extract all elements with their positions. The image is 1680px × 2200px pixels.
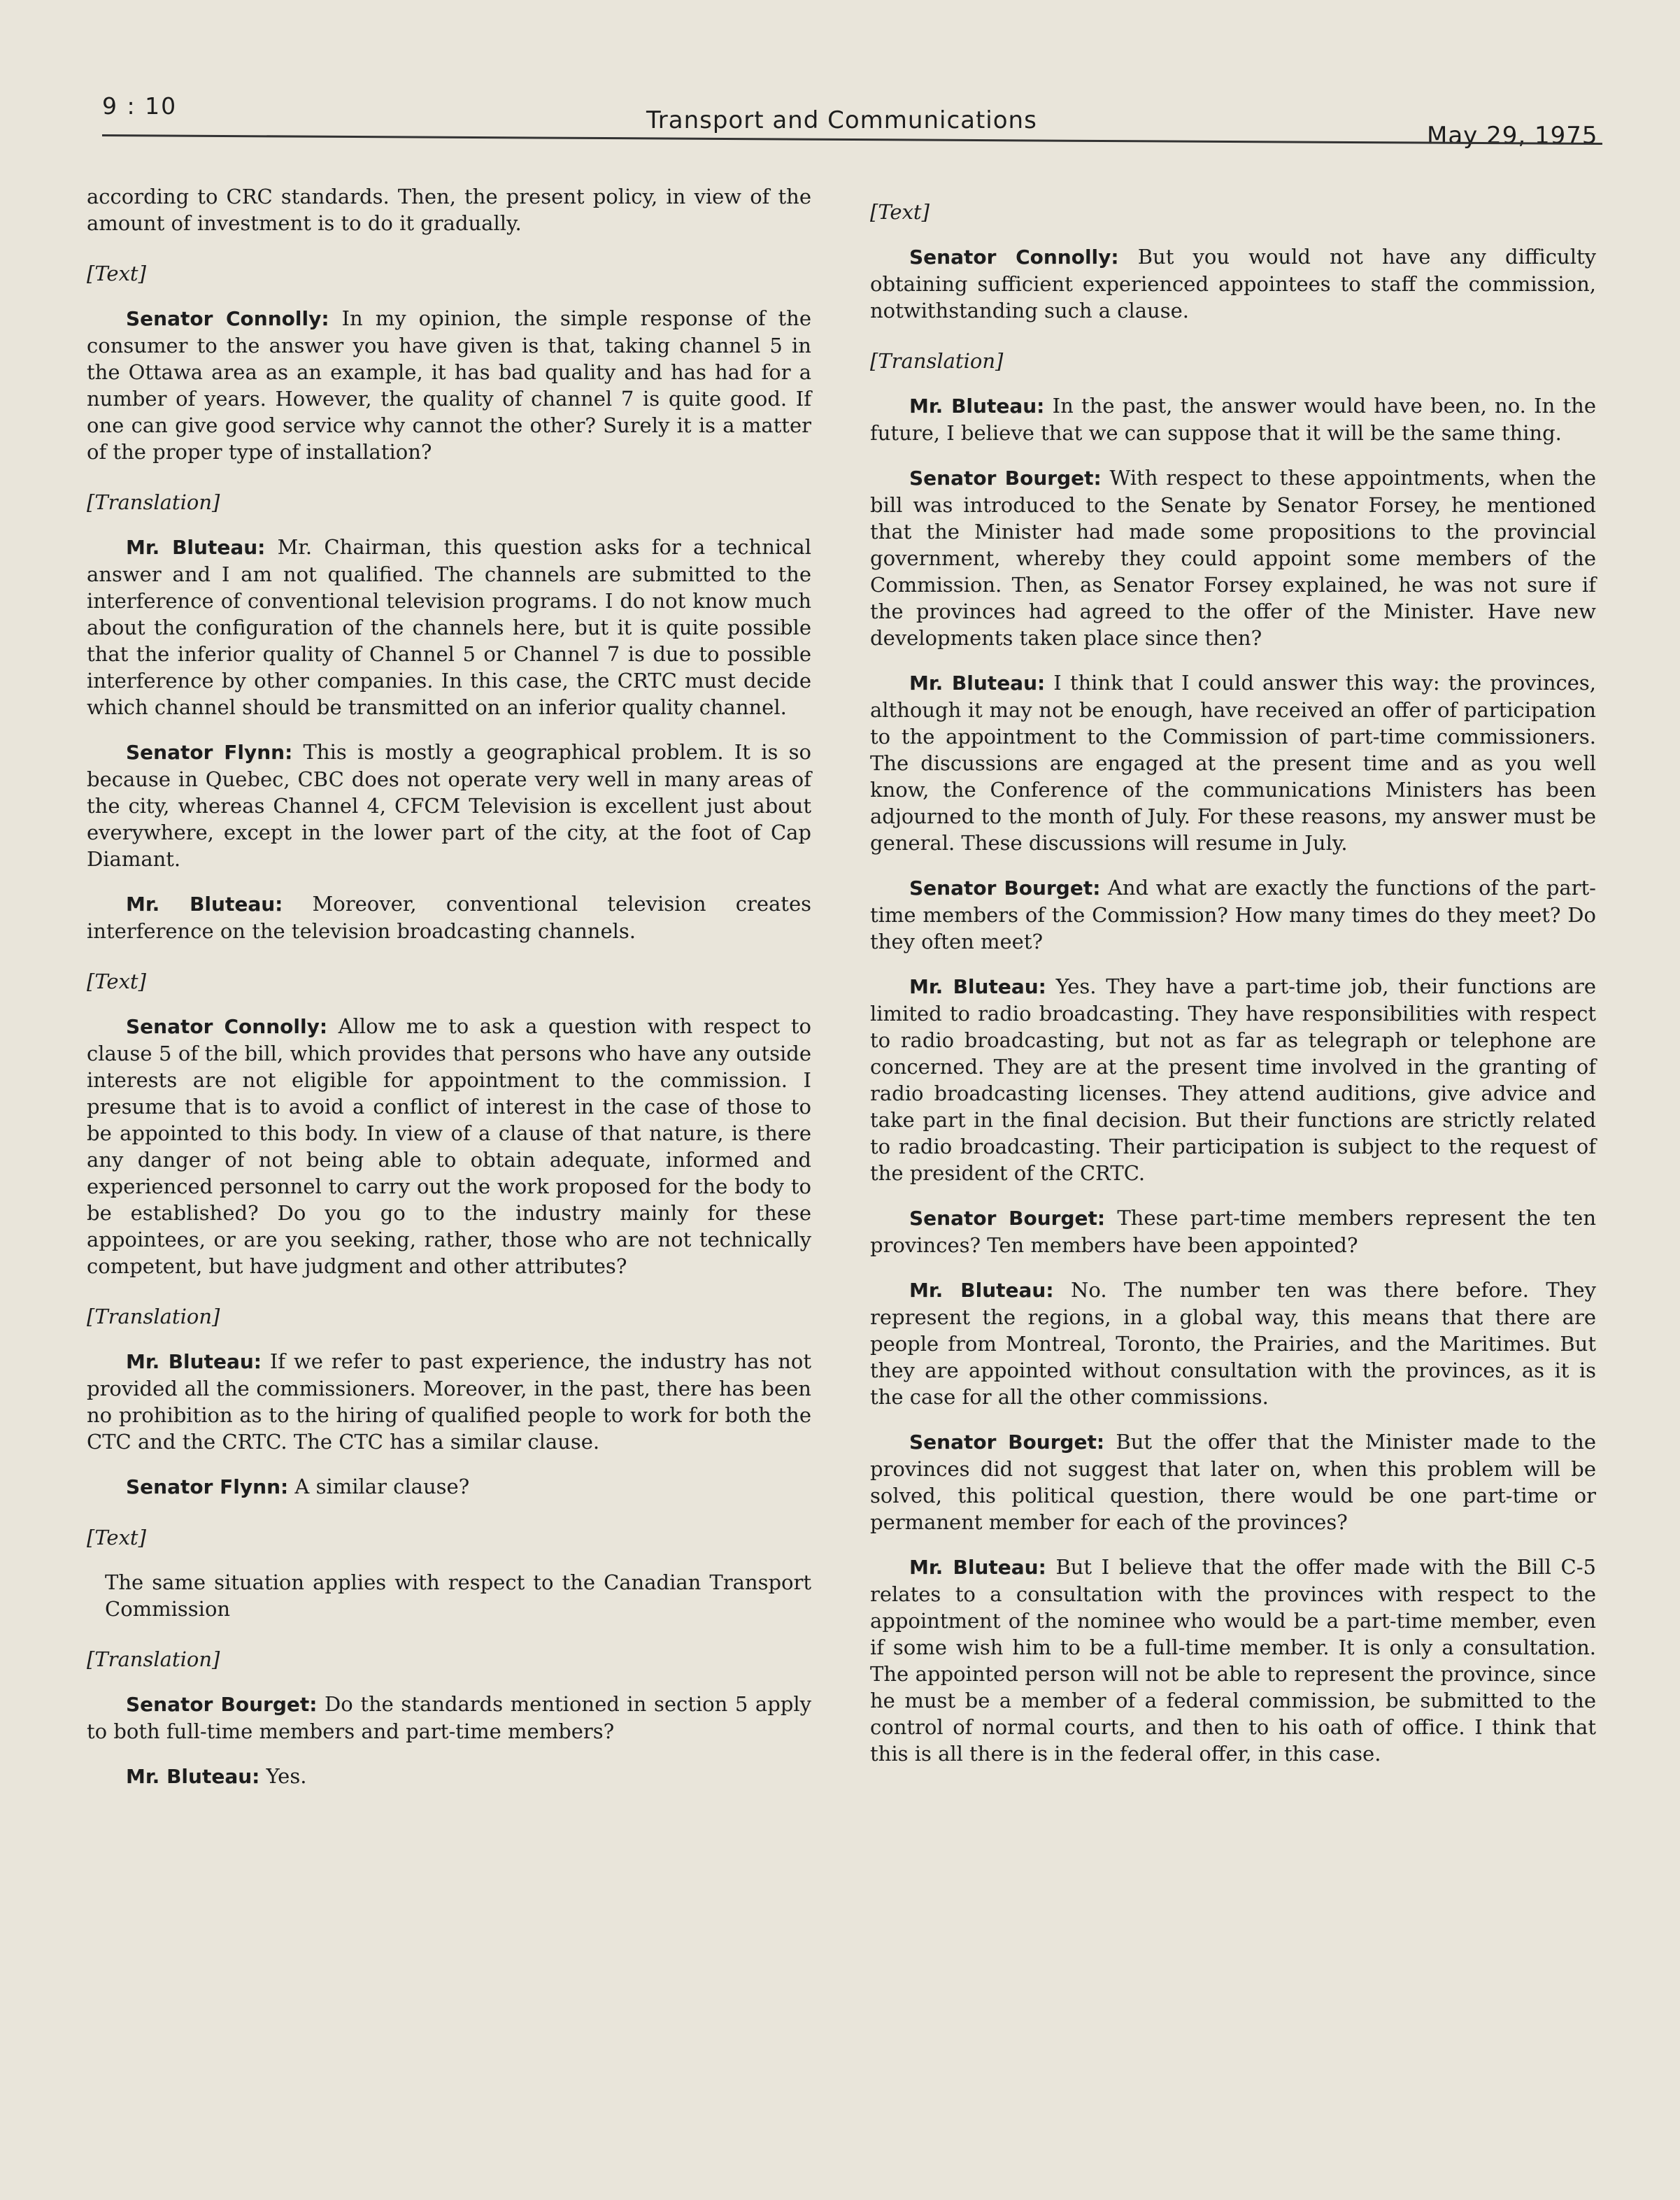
paragraph-gap: [870, 1258, 1596, 1277]
speech-paragraph: [870, 973, 1596, 1186]
speech-text: Yes. They have a part-time job, their functions are limited to radio broadcasting. They have responsibilities with respect to radio broadcasting, but not as far as telegraph or telephone are concerned. They are at the present time involved in the granting of radio broadcasting licenses. They attend auditions, give advice and take part in the final decision. But their functions are strictly related to radio broadcasting. Their participation is subject to the request of the president of the CRTC.: [870, 974, 1597, 1185]
speech-paragraph: [87, 739, 811, 872]
paragraph-gap: [870, 446, 1596, 464]
left-column: [87, 183, 811, 1790]
speaker-name: Mr. Bluteau:: [909, 672, 1046, 695]
paragraph-gap: [870, 1186, 1596, 1205]
publication-date: May 29, 1975: [1427, 122, 1598, 150]
paragraph-gap: [87, 516, 811, 534]
language-marker: [Text]: [87, 1526, 146, 1549]
speaker-name: Senator Flynn:: [126, 741, 293, 764]
speech-paragraph: [870, 243, 1596, 324]
paragraph-gap: [87, 465, 811, 489]
paragraph-gap: [870, 374, 1596, 392]
speech-paragraph: [870, 1554, 1596, 1767]
paragraph-gap: [87, 287, 811, 305]
speech-text: Yes.: [259, 1764, 307, 1788]
paragraph-gap: [87, 1745, 811, 1763]
paragraph-gap: [87, 1500, 811, 1524]
speech-paragraph: [87, 1763, 811, 1790]
speech-paragraph: [870, 392, 1596, 446]
speaker-name: Senator Flynn:: [126, 1475, 289, 1498]
speaker-name: Mr. Bluteau:: [126, 1350, 262, 1373]
speaker-name: Senator Connolly:: [909, 246, 1119, 269]
speech-paragraph: [87, 1691, 811, 1745]
language-marker: [Text]: [87, 262, 146, 285]
speaker-name: Senator Bourget:: [126, 1693, 318, 1716]
speaker-name: Senator Bourget:: [909, 877, 1101, 900]
paragraph-gap: [87, 1279, 811, 1303]
speech-text: Allow me to ask a question with respect to clause 5 of the bill, which provides that persons who have any outside interests are not eligible for appointment to the commission. I presume that is to avoid a conflict of interest in the case of those to be appointed to this body. In view of a clause of that nature, is there any danger of not being able to obtain adequate, informed and experienced personnel to carry out the work proposed for the body to be established? Do you go to the industry mainly for these appointees, or are you seeking, rather, those who are not technically competent, but have judgment and other attributes?: [87, 1014, 811, 1278]
paragraph-gap: [870, 324, 1596, 348]
paragraph-gap: [87, 1330, 811, 1348]
speech-text: A similar clause?: [288, 1475, 470, 1498]
paragraph-gap: [87, 872, 811, 890]
speech-paragraph: [870, 1428, 1596, 1535]
paragraph-gap: [87, 1673, 811, 1691]
paragraph-gap: [87, 1455, 811, 1473]
speech-text: With respect to these appointments, when the bill was introduced to the Senate by Senator Forsey, he mentioned that the Minister had made some propositions to the provincial government, whereby they could appoint some members of the Commission. Then, as Senator Forsey explained, he was not sure if the provinces had agreed to the offer of the Minister. Have new developments taken place since then?: [870, 466, 1596, 650]
page-number: 9 : 10: [102, 92, 178, 120]
speaker-name: Mr. Bluteau:: [126, 893, 283, 916]
speech-paragraph: [87, 1473, 811, 1500]
paragraph-gap: [87, 1551, 811, 1569]
speaker-name: Mr. Bluteau:: [909, 1279, 1054, 1302]
language-marker: [Translation]: [870, 349, 1004, 373]
speech-text: This is mostly a geographical problem. It is so because in Quebec, CBC does not operate very well in many areas of the city, whereas Channel 4, CFCM Television is excellent just about everywhere, except in the lower part of the city, at the foot of Cap Diamant.: [87, 740, 811, 871]
language-marker: [Text]: [87, 970, 146, 993]
speech-paragraph: [87, 890, 811, 944]
paragraph-gap: [87, 236, 811, 260]
paragraph-gap: [87, 721, 811, 739]
speech-text: Mr. Chairman, this question asks for a technical answer and I am not qualified. The channels are submitted to the interference of conventional television programs. I do not know much about the configuration of the channels here, but it is quite possible that the inferior quality of Channel 5 or Channel 7 is due to possible interference by other companies. In this case, the CRTC must decide which channel should be transmitted on an inferior quality channel.: [87, 535, 811, 719]
speech-paragraph: [87, 305, 811, 465]
body-paragraph: The same situation applies with respect to the Canadian Transport Commission: [105, 1570, 811, 1621]
paragraph-gap: [870, 1535, 1596, 1554]
speech-text: Do the standards mentioned in section 5 apply to both full-time members and part-time members?: [87, 1692, 811, 1743]
speech-text: If we refer to past experience, the industry has not provided all the commissioners. Moreover, in the past, there has been no prohibition as to the hiring of qualified people to work for both the CTC and the CRTC. The CTC has a similar clause.: [87, 1349, 811, 1454]
language-marker: [Translation]: [87, 1305, 220, 1328]
paragraph-gap: [870, 225, 1596, 243]
paragraph-gap: [870, 856, 1596, 874]
speech-text: In my opinion, the simple response of the consumer to the answer you have given is that, taking channel 5 in the Ottawa area as an example, it has bad quality and has had for a number of years. However, the quality of channel 7 is quite good. If one can give good service why cannot the other? Surely it is a matter of the proper type of installation?: [87, 306, 811, 464]
speaker-name: Mr. Bluteau:: [126, 1765, 260, 1788]
speech-text: But I believe that the offer made with the Bill C-5 relates to a consultation with the provinces with respect to the appointment of the nominee who would be a part-time member, even if some wish him to be a full-time member. It is only a consultation. The appointed person will not be able to represent the province, since he must be a member of a federal commission, be submitted to the control of normal courts, and then to his oath of office. I think that this is all there is in the federal offer, in this case.: [870, 1555, 1596, 1766]
paragraph-gap: [870, 1410, 1596, 1428]
speech-paragraph: [870, 1277, 1596, 1410]
speech-paragraph: [870, 874, 1596, 955]
right-column: [870, 199, 1596, 1767]
speaker-name: Mr. Bluteau:: [126, 536, 266, 559]
speech-text: In the past, the answer would have been, no. In the future, I believe that we can suppose that it will be the same thing.: [870, 394, 1597, 445]
paragraph-gap: [870, 651, 1596, 669]
speaker-name: Senator Bourget:: [909, 467, 1102, 490]
paragraph-gap: [87, 944, 811, 968]
speech-text: But the offer that the Minister made to the provinces did not suggest that later on, when this problem will be solved, this political question, there would be one part-time or permanent member for each of the provinces?: [870, 1430, 1596, 1534]
language-marker: [Translation]: [87, 490, 220, 514]
speech-text: And what are exactly the functions of the part-time members of the Commission? How many times do they meet? Do they often meet?: [870, 876, 1596, 953]
speech-text: But you would not have any difficulty obtaining sufficient experienced appointees to staff the commission, notwithstanding such a clause.: [870, 245, 1597, 322]
language-marker: [Text]: [870, 200, 930, 224]
paragraph-gap: [87, 1622, 811, 1646]
speech-text: These part-time members represent the ten provinces? Ten members have been appointed?: [870, 1206, 1596, 1257]
speech-paragraph: [87, 534, 811, 721]
paragraph-gap: [87, 995, 811, 1013]
body-paragraph: according to CRC standards. Then, the present policy, in view of the amount of investment is to do it gradually.: [87, 185, 811, 235]
speaker-name: Mr. Bluteau:: [909, 395, 1045, 418]
speaker-name: Senator Bourget:: [909, 1431, 1105, 1454]
speech-paragraph: [87, 1013, 811, 1279]
speaker-name: Mr. Bluteau:: [909, 975, 1046, 998]
paragraph-gap: [870, 955, 1596, 973]
running-title: Transport and Communications: [646, 106, 1037, 134]
header-rule: [102, 134, 1602, 145]
speaker-name: Mr. Bluteau:: [909, 1556, 1046, 1579]
language-marker: [Translation]: [87, 1647, 220, 1671]
speech-paragraph: [870, 464, 1596, 651]
speech-paragraph: [870, 1205, 1596, 1258]
speech-text: I think that I could answer this way: the provinces, although it may not be enough, have received an offer of participation to the appointment to the Commission of part-time commissioners. The discussions are engaged at the present time and as you well know, the Conference of the communications Ministers has been adjourned to the month of July. For these reasons, my answer must be general. These discussions will resume in July.: [870, 671, 1596, 855]
speaker-name: Senator Connolly:: [126, 1015, 328, 1038]
speech-text: No. The number ten was there before. They represent the regions, in a global way, this means that there are people from Montreal, Toronto, the Prairies, and the Maritimes. But they are appointed without consultation with the provinces, as it is the case for all the other commissions.: [870, 1278, 1596, 1409]
speaker-name: Senator Bourget:: [909, 1207, 1106, 1230]
speaker-name: Senator Connolly:: [126, 307, 329, 330]
speech-text: Moreover, conventional television creates interference on the television broadcasting channels.: [87, 892, 811, 943]
speech-paragraph: [870, 669, 1596, 856]
speech-paragraph: [87, 1348, 811, 1455]
